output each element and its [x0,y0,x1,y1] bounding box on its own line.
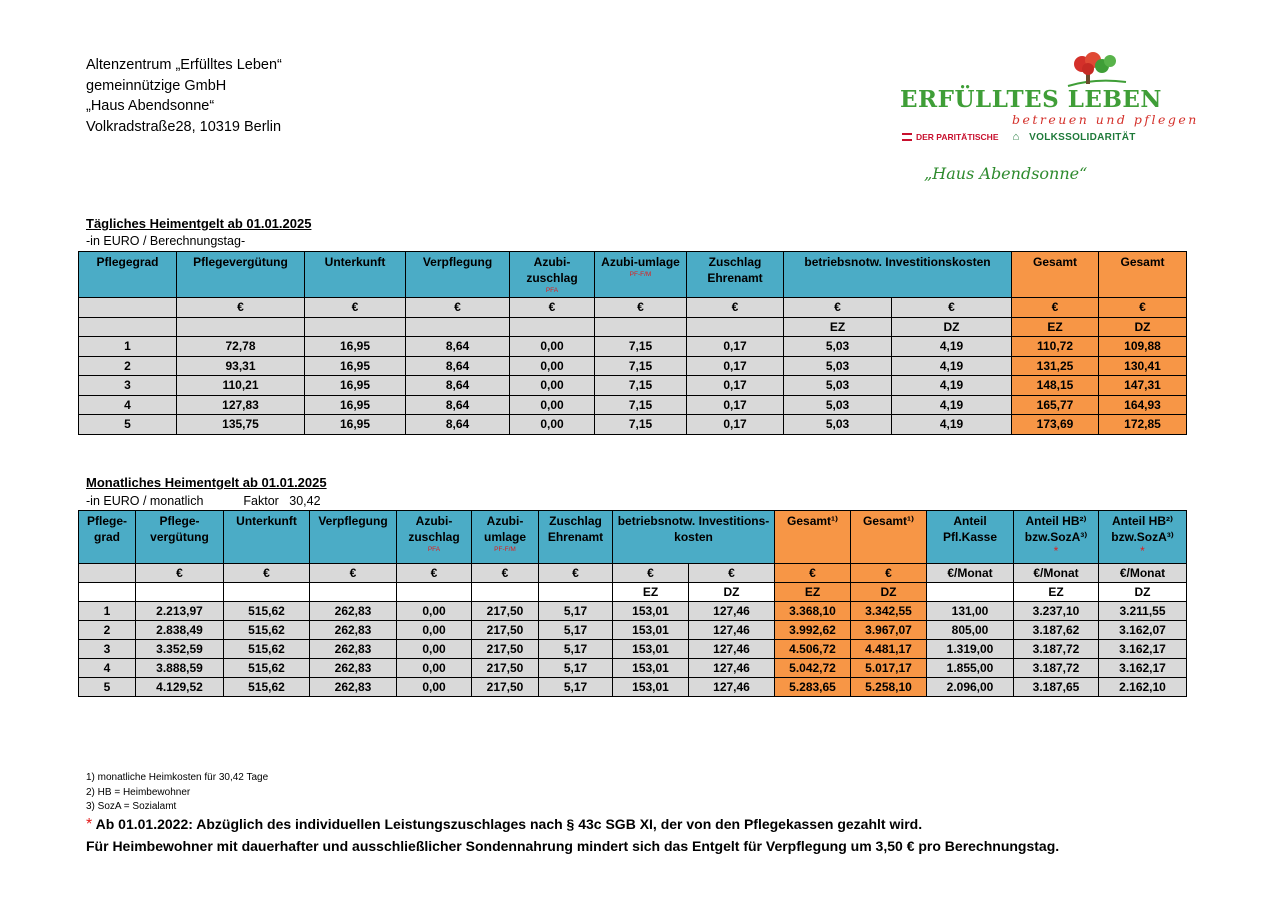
unit-cell: € [1012,298,1099,318]
unit-cell: € [177,298,305,318]
table-row [79,678,1187,697]
pflegegrad-cell: 5 [79,415,177,435]
table-cell: 217,50 [472,659,539,678]
sub-cell-empty [595,317,687,337]
table-cell: 4,19 [892,395,1012,415]
note-line-1 [86,816,922,834]
table-cell: 4,19 [892,337,1012,357]
table-cell: 153,01 [613,602,689,621]
table-cell: 3.888,59 [136,659,224,678]
monthly-subtitle: -in EURO / monatlich [86,494,204,508]
pflegegrad-cell: 3 [79,640,136,659]
table-cell: 5.017,17 [851,659,927,678]
col-azubi-zuschlag [397,511,472,564]
table-cell: 173,69 [1012,415,1099,435]
col-zuschlag-ehrenamt: Zuschlag Ehrenamt [687,252,784,298]
col-azubi-zuschlag-label: Azubi-zuschlag [408,514,460,544]
sub-cell-empty [539,583,613,602]
unit-cell: € [1099,298,1187,318]
asterisk-mark: * [1053,544,1059,558]
partner-paritaetische: DER PARITÄTISCHE [916,132,999,142]
table-cell: 0,00 [510,415,595,435]
col-zuschlag-ehrenamt: Zuschlag Ehrenamt [539,511,613,564]
table-cell: 3.162,17 [1099,659,1187,678]
table-cell: 2.096,00 [927,678,1014,697]
col-azubi-umlage-label: Azubi-umlage [601,255,680,269]
logo-brand-text: ERFÜLLTES LEBEN [900,86,1162,113]
sub-anteil-hb-dz: DZ [1099,583,1187,602]
partner-volkssolidaritaet: VOLKSSOLIDARITÄT [1029,131,1136,143]
table-cell: 127,46 [689,602,775,621]
unit-cell: € [397,564,472,583]
table-cell: 805,00 [927,621,1014,640]
table-cell: 164,93 [1099,395,1187,415]
table-cell: 5,03 [784,376,892,396]
table-cell: 16,95 [305,337,406,357]
table-cell: 1.855,00 [927,659,1014,678]
footnotes [86,771,268,815]
address-line-3: „Haus Abendsonne“ [86,98,215,114]
sub-cell-empty [224,583,310,602]
col-azubi-umlage-label: Azubi-umlage [483,514,526,544]
note-line-2: Für Heimbewohner mit dauerhafter und ausschließlicher Sondennahrung mindert sich das Entgelt für Verpflegung um 3,50 € pro Berechnungstag. [86,838,1060,854]
table-cell: 217,50 [472,640,539,659]
table-cell: 0,17 [687,356,784,376]
table-cell: 7,15 [595,356,687,376]
address-line-2: gemeinnützige GmbH [86,77,227,94]
table-cell: 5,17 [539,678,613,697]
pflegegrad-cell: 2 [79,621,136,640]
table-cell: 262,83 [310,678,397,697]
table-cell: 3.368,10 [775,602,851,621]
monthly-header-row [79,511,1187,564]
table-cell: 262,83 [310,602,397,621]
table-cell: 5,03 [784,337,892,357]
table-cell: 16,95 [305,395,406,415]
col-pflegeverguetung: Pflegevergütung [177,252,305,298]
table-cell: 5,17 [539,640,613,659]
table-cell: 172,85 [1099,415,1187,435]
table-cell: 262,83 [310,659,397,678]
table-cell: 0,00 [510,376,595,396]
pflegegrad-cell: 4 [79,395,177,415]
logo-partners [902,130,1136,144]
table-cell: 2.838,49 [136,621,224,640]
table-cell: 217,50 [472,678,539,697]
col-gesamt-dz: Gesamt¹⁾ [851,511,927,564]
daily-table-body [79,337,1187,435]
table-cell: 109,88 [1099,337,1187,357]
table-cell: 0,17 [687,395,784,415]
table-row [79,640,1187,659]
sub-anteil-hb-ez: EZ [1014,583,1099,602]
table-cell: 3.162,07 [1099,621,1187,640]
table-cell: 3.352,59 [136,640,224,659]
unit-cell: €/Monat [1099,564,1187,583]
table-cell: 153,01 [613,640,689,659]
unit-cell: € [595,298,687,318]
col-azubi-umlage-note: PF-F/M [629,271,652,278]
table-cell: 110,21 [177,376,305,396]
sub-gesamt-dz: DZ [851,583,927,602]
unit-cell: € [687,298,784,318]
table-cell: 0,17 [687,337,784,357]
col-gesamt-ez: Gesamt¹⁾ [775,511,851,564]
monthly-fee-table [78,510,1187,697]
asterisk-mark: * [86,816,93,833]
table-cell: 1.319,00 [927,640,1014,659]
col-azubi-zuschlag [510,252,595,298]
table-cell: 3.967,07 [851,621,927,640]
table-cell: 0,00 [397,602,472,621]
table-cell: 5.042,72 [775,659,851,678]
table-cell: 3.237,10 [1014,602,1099,621]
sub-cell-empty [310,583,397,602]
table-cell: 153,01 [613,621,689,640]
table-cell: 4,19 [892,415,1012,435]
sub-gesamt-ez: EZ [775,583,851,602]
col-azubi-zuschlag-label: Azubi-zuschlag [526,255,578,285]
sub-gesamt-ez: EZ [1012,317,1099,337]
col-unterkunft: Unterkunft [305,252,406,298]
table-row [79,602,1187,621]
sub-cell-empty [472,583,539,602]
table-cell: 3.211,55 [1099,602,1187,621]
pflegegrad-cell: 5 [79,678,136,697]
unit-cell: € [406,298,510,318]
table-cell: 2.213,97 [136,602,224,621]
unit-cell: € [305,298,406,318]
unit-cell: € [851,564,927,583]
table-cell: 5.258,10 [851,678,927,697]
table-cell: 3.342,55 [851,602,927,621]
col-azubi-umlage [472,511,539,564]
table-cell: 5,03 [784,395,892,415]
table-cell: 7,15 [595,376,687,396]
table-cell: 127,46 [689,659,775,678]
monthly-unit-row [79,564,1187,583]
table-cell: 515,62 [224,678,310,697]
col-azubi-zuschlag-note: PFA [545,287,559,294]
sub-cell-empty [79,583,136,602]
table-cell: 0,00 [397,621,472,640]
table-cell: 3.187,72 [1014,659,1099,678]
address-line-1: Altenzentrum „Erfülltes Leben“ [86,57,282,73]
company-logo [900,52,1199,192]
footnote-1: 1) monatliche Heimkosten für 30,42 Tage [86,772,269,783]
table-cell: 4.129,52 [136,678,224,697]
table-cell: 2.162,10 [1099,678,1187,697]
table-row [79,621,1187,640]
sub-cell-empty [510,317,595,337]
col-anteil-pflegekasse: Anteil Pfl.Kasse [927,511,1014,564]
table-cell: 4.506,72 [775,640,851,659]
address-block [86,55,282,137]
unit-cell: € [136,564,224,583]
table-cell: 110,72 [1012,337,1099,357]
col-anteil-hb-dz [1099,511,1187,564]
table-cell: 5,17 [539,621,613,640]
table-cell: 0,00 [397,640,472,659]
table-cell: 16,95 [305,415,406,435]
unit-cell: € [472,564,539,583]
table-cell: 515,62 [224,621,310,640]
table-cell: 3.187,62 [1014,621,1099,640]
table-cell: 5,17 [539,659,613,678]
table-cell: 515,62 [224,659,310,678]
table-cell: 7,15 [595,415,687,435]
table-cell: 5,03 [784,356,892,376]
unit-cell: € [775,564,851,583]
table-row [79,356,1187,376]
col-azubi-umlage [595,252,687,298]
table-cell: 262,83 [310,640,397,659]
col-azubi-umlage-note: PF-F/M [494,546,516,553]
table-cell: 8,64 [406,415,510,435]
table-cell: 515,62 [224,640,310,659]
col-anteil-hb-ez [1014,511,1099,564]
unit-cell-empty [79,298,177,318]
table-cell: 153,01 [613,678,689,697]
table-cell: 5,17 [539,602,613,621]
sub-cell-empty [687,317,784,337]
col-gesamt-dz: Gesamt [1099,252,1187,298]
table-cell: 0,17 [687,376,784,396]
table-cell: 3.162,17 [1099,640,1187,659]
table-cell: 4,19 [892,356,1012,376]
col-verpflegung: Verpflegung [310,511,397,564]
table-row [79,659,1187,678]
table-cell: 0,00 [510,356,595,376]
table-cell: 4.481,17 [851,640,927,659]
table-cell: 0,00 [397,659,472,678]
pflegegrad-cell: 4 [79,659,136,678]
sub-cell-empty [136,583,224,602]
note-line-1-text: Ab 01.01.2022: Abzüglich des individuellen Leistungszuschlages nach § 43c SGB XI, der von den Pflegekassen gezahlt wird. [92,816,923,832]
table-cell: 217,50 [472,602,539,621]
monthly-factor: Faktor 30,42 [243,494,321,508]
col-unterkunft: Unterkunft [224,511,310,564]
table-cell: 130,41 [1099,356,1187,376]
sub-cell-empty [305,317,406,337]
col-investitionskosten: betriebsnotw. Investitions-kosten [613,511,775,564]
table-cell: 3.187,72 [1014,640,1099,659]
unit-cell: € [689,564,775,583]
table-cell: 131,25 [1012,356,1099,376]
col-pflegegrad: Pflege-grad [79,511,136,564]
table-cell: 127,83 [177,395,305,415]
table-cell: 93,31 [177,356,305,376]
unit-cell: € [892,298,1012,318]
col-gesamt-ez: Gesamt [1012,252,1099,298]
unit-cell: € [784,298,892,318]
col-anteil-hb-dz-label: Anteil HB²⁾ bzw.SozA³⁾ [1111,514,1174,544]
table-cell: 8,64 [406,395,510,415]
footnote-3: 3) SozA = Sozialamt [86,801,177,812]
sub-cell-empty [406,317,510,337]
col-azubi-zuschlag-note: PFA [427,546,441,553]
table-cell: 7,15 [595,337,687,357]
daily-unit-row [79,298,1187,318]
table-cell: 131,00 [927,602,1014,621]
unit-cell: € [224,564,310,583]
sub-cell-empty [79,317,177,337]
table-cell: 7,15 [595,395,687,415]
pflegegrad-cell: 1 [79,337,177,357]
monthly-subtitle-line [86,494,321,508]
table-cell: 8,64 [406,376,510,396]
table-cell: 147,31 [1099,376,1187,396]
table-row [79,395,1187,415]
table-cell: 127,46 [689,621,775,640]
daily-fee-table [78,251,1187,435]
sub-cell-empty [927,583,1014,602]
sub-invest-dz: DZ [689,583,775,602]
unit-cell: €/Monat [927,564,1014,583]
sub-gesamt-dz: DZ [1099,317,1187,337]
table-row [79,415,1187,435]
address-line-4: Volkradstraße28, 10319 Berlin [86,118,282,135]
pflegegrad-cell: 2 [79,356,177,376]
col-pflegeverguetung: Pflege-vergütung [136,511,224,564]
sub-invest-dz: DZ [892,317,1012,337]
asterisk-mark: * [1140,544,1145,558]
table-cell: 5.283,65 [775,678,851,697]
table-cell: 4,19 [892,376,1012,396]
table-cell: 72,78 [177,337,305,357]
house-icon: ⌂ [1012,131,1020,143]
logo-tagline: betreuen und pflegen [1012,112,1199,127]
table-cell: 8,64 [406,356,510,376]
logo-house-name: „Haus Abendsonne“ [924,164,1088,183]
table-cell: 127,46 [689,640,775,659]
table-row [79,376,1187,396]
col-pflegegrad: Pflegegrad [79,252,177,298]
unit-cell: € [613,564,689,583]
pflegegrad-cell: 3 [79,376,177,396]
unit-cell: € [510,298,595,318]
monthly-subheader-row [79,583,1187,602]
table-cell: 165,77 [1012,395,1099,415]
col-anteil-hb-ez-label: Anteil HB²⁾ bzw.SozA³⁾ [1024,514,1088,544]
table-cell: 5,03 [784,415,892,435]
unit-cell: € [310,564,397,583]
sub-cell-empty [397,583,472,602]
daily-header-row [79,252,1187,298]
col-investitionskosten: betriebsnotw. Investitionskosten [784,252,1012,298]
sub-cell-empty [177,317,305,337]
table-cell: 153,01 [613,659,689,678]
table-cell: 16,95 [305,356,406,376]
table-cell: 16,95 [305,376,406,396]
sub-invest-ez: EZ [784,317,892,337]
table-cell: 262,83 [310,621,397,640]
sub-invest-ez: EZ [613,583,689,602]
paritaetische-mark-icon [902,133,912,141]
unit-cell: €/Monat [1014,564,1099,583]
monthly-title: Monatliches Heimentgelt ab 01.01.2025 [86,475,327,490]
col-verpflegung: Verpflegung [406,252,510,298]
footnote-2: 2) HB = Heimbewohner [86,786,191,798]
table-cell: 0,17 [687,415,784,435]
table-cell: 135,75 [177,415,305,435]
table-cell: 217,50 [472,621,539,640]
table-cell: 0,00 [510,395,595,415]
pflegegrad-cell: 1 [79,602,136,621]
unit-cell: € [539,564,613,583]
daily-title: Tägliches Heimentgelt ab 01.01.2025 [86,216,312,231]
table-cell: 0,00 [397,678,472,697]
table-cell: 148,15 [1012,376,1099,396]
table-cell: 3.187,65 [1014,678,1099,697]
daily-subheader-row [79,317,1187,337]
table-cell: 127,46 [689,678,775,697]
unit-cell-empty [79,564,136,583]
monthly-table-body [79,602,1187,697]
table-cell: 3.992,62 [775,621,851,640]
daily-subtitle: -in EURO / Berechnungstag- [86,234,246,248]
table-cell: 8,64 [406,337,510,357]
table-cell: 515,62 [224,602,310,621]
table-cell: 0,00 [510,337,595,357]
table-row [79,337,1187,357]
